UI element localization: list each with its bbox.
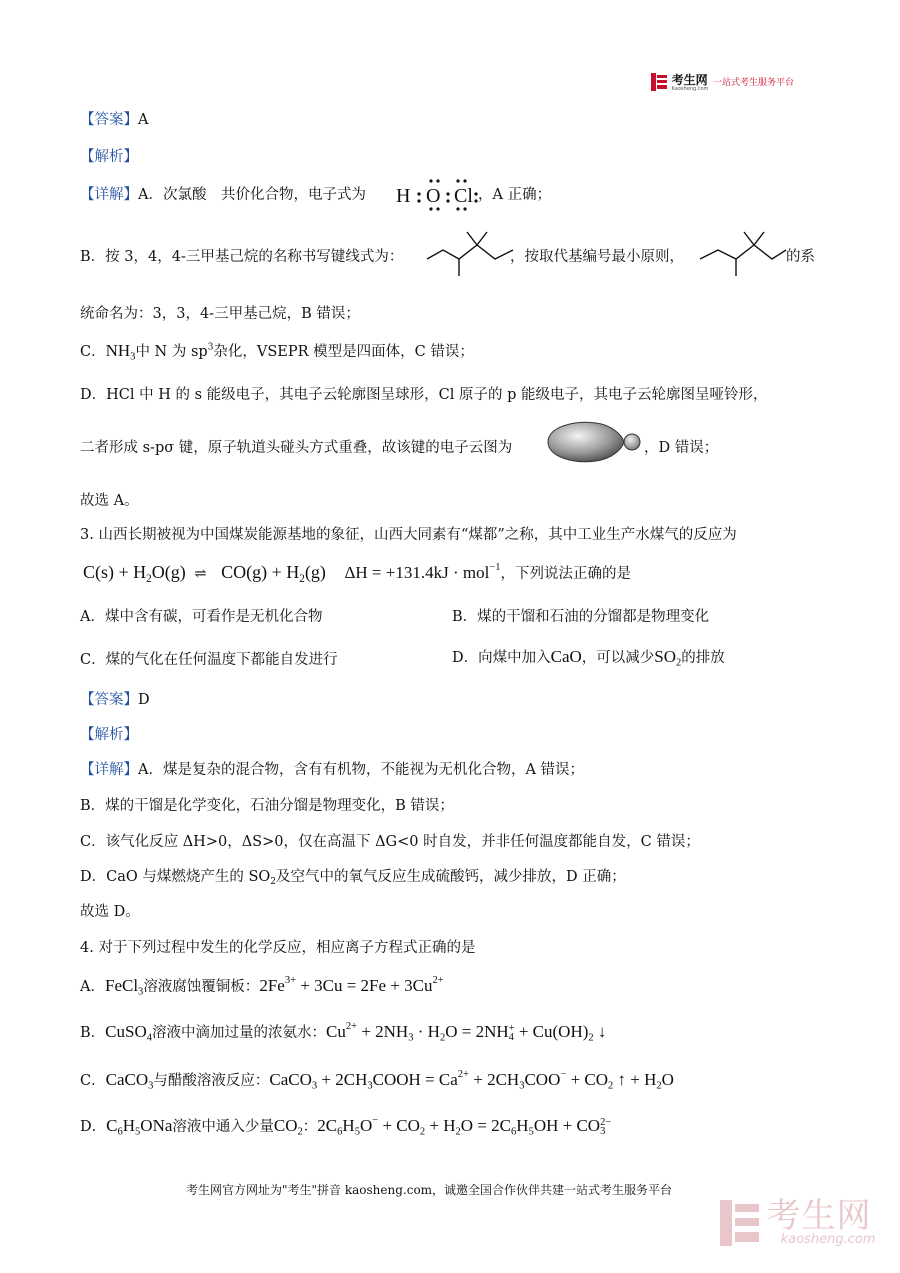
q3-d-sub: 2 xyxy=(270,877,277,888)
a-eq1: 2Fe xyxy=(259,976,285,995)
d-eq2-sub: 5 xyxy=(354,1126,360,1138)
b-eq2: + 2NH xyxy=(357,1022,409,1041)
watermark xyxy=(720,1198,875,1248)
d-chem1-sub: 6 xyxy=(117,1126,123,1138)
q3-option-d[interactable] xyxy=(452,646,725,667)
lewis-dots-icon xyxy=(396,176,486,212)
q3-detail-c: C．该气化反应 ΔH>0，ΔS>0，仅在高温下 ΔG<0 时自发，并非任何温度都能自发，C 错误； xyxy=(80,834,700,850)
answer-value: A xyxy=(138,112,149,128)
q3-option-a[interactable]: A．煤中含有碳，可看作是无机化合物 xyxy=(80,609,323,625)
c-eq1-sub: 3 xyxy=(311,1080,318,1092)
d-colon: ： xyxy=(302,1119,318,1135)
detail-d-text3: ，D 错误； xyxy=(644,440,719,456)
detail-b-text3: 的系 xyxy=(786,249,815,265)
b-eq4: O = 2NH xyxy=(445,1022,509,1041)
header-logo[interactable] xyxy=(651,71,794,92)
logo-slogan: 一站式考生服务平台 xyxy=(713,78,795,88)
d-eq6-sub: 6 xyxy=(511,1126,517,1138)
d-eq1-sub: 6 xyxy=(337,1126,343,1138)
opt-prefix: A． xyxy=(80,979,105,995)
d-eq4: + CO xyxy=(378,1116,420,1135)
d-co-sub: 2 xyxy=(297,1126,303,1138)
opt-equation xyxy=(269,1069,674,1092)
b-eq5-sub: 2 xyxy=(588,1032,594,1044)
opt-desc: 溶液腐蚀覆铜板： xyxy=(143,979,260,995)
opt-d-so2 xyxy=(654,647,682,669)
q3-stem: 3. 山西长期被视为中国煤炭能源基地的象征，山西大同素有“煤都”之称，其中工业生产水煤气的反应为 xyxy=(80,527,737,543)
analysis-tag: 【解析】 xyxy=(80,149,138,165)
q4-option-d[interactable] xyxy=(80,1115,611,1137)
d-co: CO xyxy=(273,1116,298,1135)
kaosheng-logo-icon xyxy=(651,73,667,91)
opt-d-cao: CaO xyxy=(550,647,582,666)
opt-equation xyxy=(259,976,443,995)
opt-prefix: C． xyxy=(80,1073,106,1089)
a-chem-sub: 3 xyxy=(138,986,144,998)
opt-d-1: D．向煤中加入 xyxy=(452,650,551,666)
q3-detail-d xyxy=(80,865,626,886)
eq-dh-sup: −1 xyxy=(489,562,501,574)
opt-d-2: ，可以减少 xyxy=(581,650,655,666)
c-eq4: + 2CH xyxy=(468,1070,520,1089)
lewis-cl: Cl xyxy=(454,185,473,207)
d-eq8-sub: 3 xyxy=(600,1126,606,1138)
opt-desc: 溶液中滴加过量的浓氨水： xyxy=(152,1025,326,1041)
opt-chem xyxy=(104,976,144,998)
q3-option-b[interactable]: B．煤的干馏和石油的分馏都是物理变化 xyxy=(452,609,710,625)
opt-d-sub: 2 xyxy=(676,657,682,669)
opt-d-3: 的排放 xyxy=(681,650,725,666)
eq-h2o-sub: 2 xyxy=(146,572,152,585)
d-chem1: C xyxy=(106,1116,118,1135)
eq-after: ，下列说法正确的是 xyxy=(500,566,632,582)
c-eq6-sub: 2 xyxy=(608,1080,614,1092)
q2-detail-a xyxy=(80,183,366,204)
answer-value: D xyxy=(138,692,150,708)
q3-equation xyxy=(83,562,631,583)
d-eq3-sup: − xyxy=(372,1115,379,1127)
q4-option-b[interactable] xyxy=(80,1021,606,1043)
hocl-lewis-structure xyxy=(396,176,480,210)
d-eq8: OH + CO xyxy=(533,1116,601,1135)
c-eq5: COO xyxy=(524,1070,561,1089)
q3-answer xyxy=(80,688,150,709)
skeletal-structure-1-icon xyxy=(425,228,515,278)
d-eq4-sub: 2 xyxy=(419,1126,426,1138)
c-eq7-sub: 2 xyxy=(656,1080,662,1092)
b-eq4-sup: + xyxy=(508,1022,515,1034)
detail-d-text2: 二者形成 s-pσ 键，原子轨道头碰头方式重叠，故该键的电子云图为 xyxy=(80,440,513,456)
eq-left xyxy=(83,562,186,585)
q2-answer xyxy=(80,108,148,129)
a-eq2-sup: 2+ xyxy=(432,975,444,987)
analysis-tag: 【解析】 xyxy=(80,727,138,743)
opt-equation xyxy=(326,1021,607,1044)
eq-right-a: CO(g) + H xyxy=(221,562,300,582)
c-chem: CaCO xyxy=(105,1070,149,1089)
opt-desc: 与醋酸溶液反应： xyxy=(153,1073,270,1089)
c-eq3-sup: 2+ xyxy=(457,1069,469,1081)
b-eq4-sub: 4 xyxy=(508,1032,514,1044)
logo-url: Kaosheng.com xyxy=(671,86,709,92)
d-eq3: O xyxy=(359,1116,373,1135)
detail-b-text2: ，按取代基编号最小原则， xyxy=(510,249,684,265)
d-eq7: H xyxy=(516,1116,529,1135)
detail-a-end: ，A 正确； xyxy=(478,187,552,203)
q4-option-a[interactable] xyxy=(80,975,444,996)
b-eq1-sup: 2+ xyxy=(345,1021,358,1033)
watermark-url: kaosheng.com xyxy=(780,1232,876,1247)
answer-tag: 【答案】 xyxy=(80,692,138,708)
eq-left-a: C(s) + H xyxy=(83,562,147,582)
q2-conclusion: 故选 A。 xyxy=(80,493,139,509)
b-eq1: Cu xyxy=(326,1022,346,1041)
watermark-logo-icon xyxy=(720,1198,760,1248)
d-eq7-sub: 5 xyxy=(528,1126,534,1138)
page-footer: 考生网官方网址为"考生"拼音 kaosheng.com，诚邀全国合作伙伴共建一站式考生服务平台 xyxy=(186,1183,673,1197)
opt-chem xyxy=(105,1022,152,1044)
c-mid: 中 N 为 sp xyxy=(135,344,208,360)
c-eq7: ↑ + H xyxy=(613,1070,657,1089)
c-nh: NH xyxy=(105,341,131,360)
b-eq2-sub: 3 xyxy=(408,1032,414,1044)
q4-option-c[interactable] xyxy=(80,1069,674,1090)
b-eq3: · H xyxy=(413,1022,440,1041)
b-eq5: + Cu(OH) xyxy=(514,1022,589,1041)
q3-detail-b: B．煤的干馏是化学变化，石油分馏是物理变化，B 错误； xyxy=(80,798,454,814)
d-eq6: O = 2C xyxy=(460,1116,511,1135)
detail-c xyxy=(80,340,474,361)
q3-d-d2: 及空气中的氧气反应生成硫酸钙，减少排放，D 正确； xyxy=(276,869,626,885)
c-eq4-sub: 3 xyxy=(519,1080,525,1092)
c-prefix: C． xyxy=(80,344,106,360)
c-eq3: COOH = Ca xyxy=(372,1070,458,1089)
eq-arrow: ⇌ xyxy=(194,566,207,582)
a-eq2: + 3Cu = 2Fe + 3Cu xyxy=(296,976,433,995)
opt-d-so: SO xyxy=(654,647,677,666)
answer-tag: 【答案】 xyxy=(80,112,138,128)
c-nh3 xyxy=(105,341,136,363)
eq-dh-text: ΔH = +131.4kJ · mol xyxy=(344,563,490,582)
q3-option-c[interactable]: C．煤的气化在任何温度下都能自发进行 xyxy=(80,652,338,668)
c-eq2: + 2CH xyxy=(317,1070,368,1089)
detail-a-text: A．次氯酸 共价化合物，电子式为 xyxy=(138,187,366,203)
d-eq5-sub: 2 xyxy=(455,1126,461,1138)
opt-chem xyxy=(105,1070,154,1092)
detail-b-text1: B．按 3，4，4-三甲基己烷的名称书写键线式为： xyxy=(80,249,404,265)
d-chem2: H xyxy=(122,1116,136,1135)
watermark-brand: 考生网 xyxy=(766,1196,872,1236)
opt-prefix: B． xyxy=(80,1025,106,1041)
c-eq1: CaCO xyxy=(269,1070,312,1089)
d-eq2: H xyxy=(342,1116,355,1135)
detail-b-text4: 统命名为：3，3，4-三甲基己烷，B 错误； xyxy=(80,306,360,322)
c-eq5-sup: − xyxy=(560,1069,567,1081)
eq-right xyxy=(221,562,326,585)
detail-tag: 【详解】 xyxy=(80,187,138,203)
q3-conclusion: 故选 D。 xyxy=(80,904,140,920)
d-eq8-sup: 2− xyxy=(600,1116,612,1128)
c-eq6: + CO xyxy=(566,1070,609,1089)
c-eq2-sub: 3 xyxy=(367,1080,373,1092)
b-eq3-sub: 2 xyxy=(439,1032,446,1044)
electron-cloud-icon xyxy=(544,417,644,467)
eq-h2-sub: 2 xyxy=(299,572,305,585)
c-chem-sub: 3 xyxy=(148,1080,154,1092)
skeletal-structure-2-icon xyxy=(698,228,788,278)
detail-tag: 【详解】 xyxy=(80,762,138,778)
eq-left-b: O(g) xyxy=(151,562,186,582)
c-sup: 3 xyxy=(207,342,214,353)
opt-equation xyxy=(317,1115,612,1138)
b-chem: CuSO xyxy=(105,1022,147,1041)
a-chem: FeCl xyxy=(104,976,139,995)
detail-d-text1: D．HCl 中 H 的 s 能级电子，其电子云轮廓图呈球形，Cl 原子的 p 能级电子，其电子云轮廓图呈哑铃形， xyxy=(80,387,768,403)
c-sub: 3 xyxy=(130,351,136,363)
logo-brand: 考生网 xyxy=(671,73,708,87)
eq-dh xyxy=(344,563,500,582)
d-chem2-sub: 5 xyxy=(135,1126,141,1138)
c-end: 杂化，VSEPR 模型是四面体，C 错误； xyxy=(213,344,474,360)
b-eq6: ↓ xyxy=(593,1022,607,1041)
opt-prefix: D． xyxy=(80,1119,107,1135)
d-chem3: ONa xyxy=(140,1116,173,1135)
c-eq8: O xyxy=(661,1070,674,1089)
eq-right-b: (g) xyxy=(304,562,326,582)
lewis-o: O xyxy=(426,185,441,207)
q4-stem: 4. 对于下列过程中发生的化学反应，相应离子方程式正确的是 xyxy=(80,940,476,956)
d-co2 xyxy=(273,1116,303,1138)
opt-chem xyxy=(106,1116,173,1138)
opt-desc: 溶液中通入少量 xyxy=(172,1119,274,1135)
a-eq1-sup: 3+ xyxy=(284,975,297,987)
d-eq1: 2C xyxy=(317,1116,338,1135)
q3-d-a: A．煤是复杂的混合物，含有有机物，不能视为无机化合物，A 错误； xyxy=(138,762,585,778)
b-chem-sub: 4 xyxy=(146,1032,152,1044)
lewis-h: H xyxy=(396,185,411,207)
q3-d-d1: D．CaO 与煤燃烧产生的 SO xyxy=(80,869,271,885)
d-eq5: + H xyxy=(425,1116,456,1135)
q3-detail-a xyxy=(80,758,584,779)
